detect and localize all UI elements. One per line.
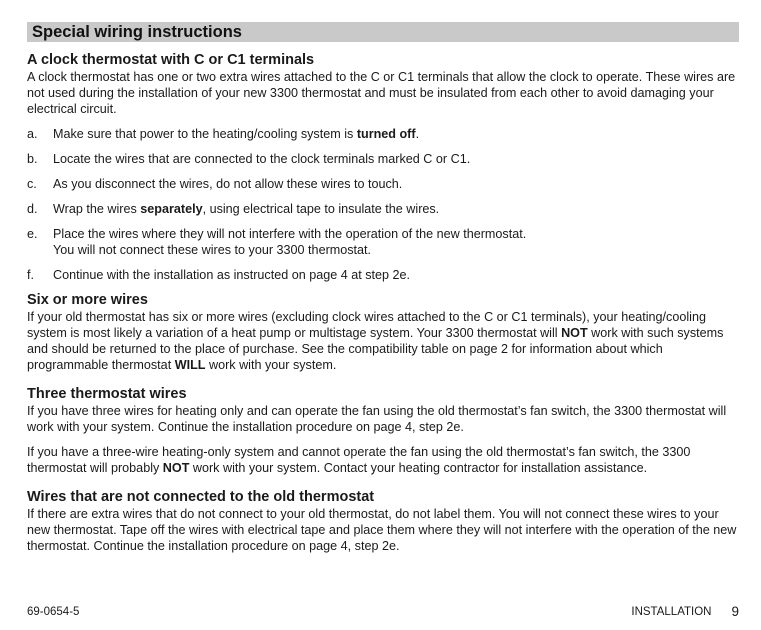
banner-title: Special wiring instructions: [32, 22, 242, 41]
clock-thermostat-heading: A clock thermostat with C or C1 terminals: [27, 52, 315, 68]
clock-steps-list: [27, 126, 739, 283]
step-emphasis: turned off: [356, 127, 416, 141]
step-text: Continue with the installation as instructed on page 4 at step 2e.: [53, 268, 411, 282]
three-wires-paragraph-2: [27, 444, 739, 476]
step-item: [27, 176, 739, 192]
step-item: [27, 267, 739, 283]
step-item: [27, 126, 739, 142]
step-letter: b.: [27, 152, 38, 166]
text-part: If your old thermostat has six or more wires (excluding clock wires attached to the C or C1 terminals), your heating/cooling system is most likely a variation of a heat pump or multistage system. Your 3300 thermostat will: [27, 310, 706, 340]
section-banner: [27, 22, 739, 42]
step-text-part: Wrap the wires: [53, 202, 141, 216]
step-text: [53, 201, 739, 217]
six-wires-paragraph: [27, 309, 739, 373]
six-wires-section: [27, 292, 739, 373]
step-text-line: You will not connect these wires to your 3300 thermostat.: [53, 243, 372, 257]
step-letter: e.: [27, 227, 38, 241]
step-letter: d.: [27, 202, 38, 216]
document-number: 69-0654-5: [27, 605, 80, 618]
footer-right: [631, 604, 739, 619]
emphasis: NOT: [561, 326, 588, 340]
text-part: work with such systems and should be returned to the place of purchase. See the compatibility table on page 2 for information about which programmable thermostat: [27, 326, 724, 372]
three-wires-section: [27, 386, 739, 476]
step-text-part: Make sure that power to the heating/cooling system is: [53, 127, 357, 141]
six-wires-heading: Six or more wires: [27, 292, 148, 308]
footer-section-name: INSTALLATION: [631, 605, 712, 618]
page-footer: [27, 604, 739, 619]
step-text: [53, 126, 739, 142]
step-text-line: Place the wires where they will not interfere with the operation of the new thermostat.: [53, 227, 527, 241]
step-text-part: , using electrical tape to insulate the wires.: [202, 202, 440, 216]
step-emphasis: separately: [140, 202, 203, 216]
step-item: [27, 226, 739, 258]
not-connected-paragraph: If there are extra wires that do not connect to your old thermostat, do not label them. You will not connect these wires to your new thermostat. Tape off the wires with electrical tape and place them where they will not interfere with the operation of the new thermostat. Continue the installation procedure on page 4, step 2e.: [27, 507, 737, 553]
clock-thermostat-intro: A clock thermostat has one or two extra wires attached to the C or C1 terminals that allow the clock to operate. These wires are not used during the installation of your new 3300 thermostat and must be insulated from each other to avoid damaging your electrical circuit.: [27, 70, 736, 116]
not-connected-heading: Wires that are not connected to the old thermostat: [27, 489, 375, 505]
step-text: [53, 226, 739, 258]
step-letter: f.: [27, 268, 34, 282]
step-item: [27, 201, 739, 217]
emphasis: NOT: [162, 461, 190, 475]
text-part: If you have a three-wire heating-only system and cannot operate the fan using the old thermostat’s fan switch, the 3300 thermostat will probably: [27, 445, 691, 475]
step-letter: c.: [27, 177, 37, 191]
three-wires-paragraph-1: If you have three wires for heating only and can operate the fan using the old thermostat’s fan switch, the 3300 thermostat will work with your system. Continue the installation procedure on page 4, step 2e.: [27, 404, 727, 434]
step-item: [27, 151, 739, 167]
document-page: [27, 22, 739, 554]
step-text: As you disconnect the wires, do not allow these wires to touch.: [53, 177, 403, 191]
step-text: Locate the wires that are connected to the clock terminals marked C or C1.: [53, 152, 471, 166]
step-text-part: .: [415, 127, 420, 141]
clock-thermostat-section: [27, 52, 739, 283]
text-part: work with your system.: [205, 358, 337, 372]
step-letter: a.: [27, 127, 38, 141]
three-wires-heading: Three thermostat wires: [27, 386, 187, 402]
emphasis: WILL: [174, 358, 206, 372]
text-part: work with your system. Contact your heating contractor for installation assistance.: [189, 461, 648, 475]
not-connected-section: [27, 489, 739, 554]
page-number: 9: [731, 604, 739, 619]
